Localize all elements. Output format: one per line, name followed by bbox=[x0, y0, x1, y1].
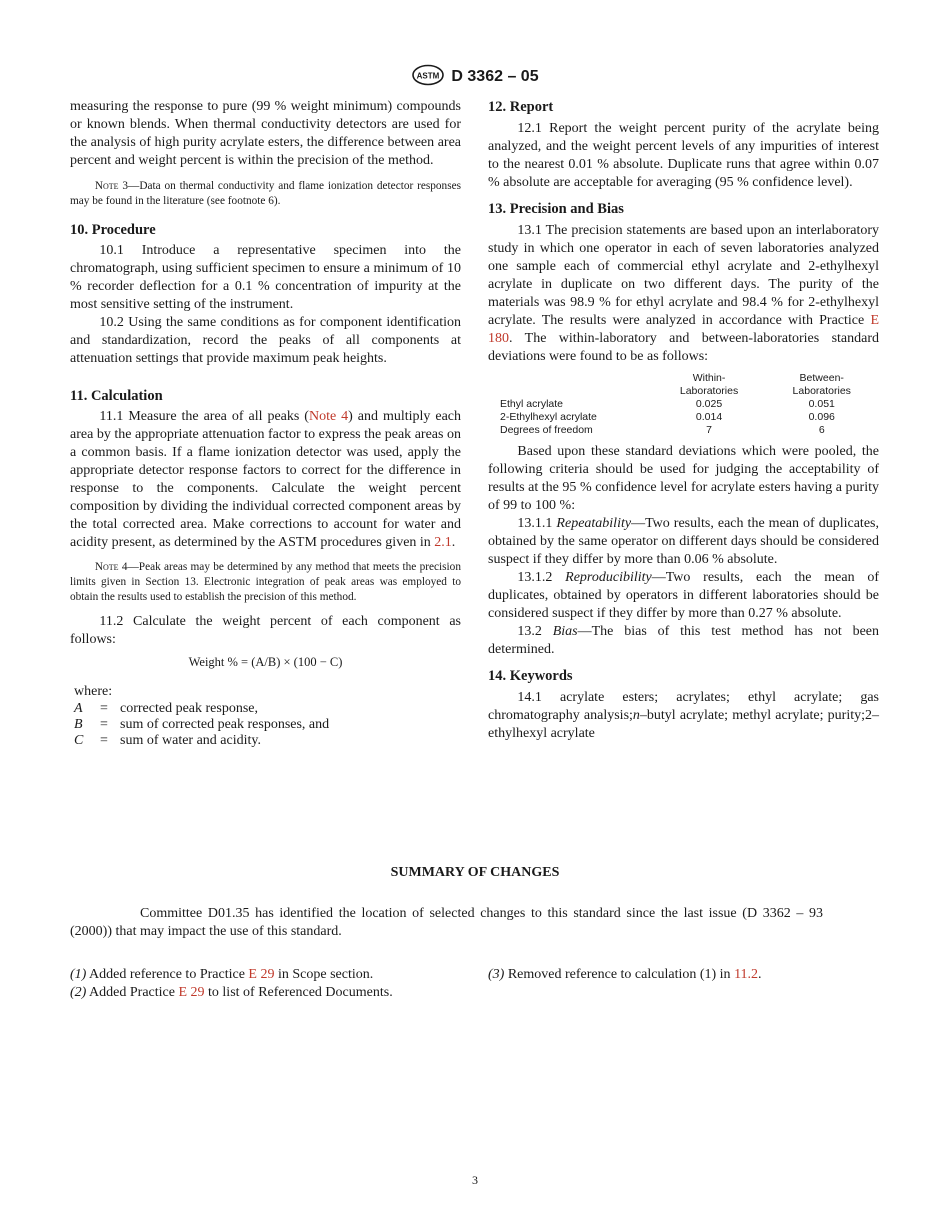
para-14-1: 14.1 acrylate esters; acrylates; ethyl acrylate; gas chromatography analysis;n–butyl acrylate; methyl acrylate; purity;2–ethylhexyl acrylate bbox=[488, 690, 879, 741]
astm-logo-icon bbox=[411, 64, 445, 86]
section-2-1-link[interactable]: 2.1 bbox=[434, 535, 452, 550]
table-header-row: Laboratories Laboratories bbox=[679, 385, 851, 397]
para-13-1-2: 13.1.2 Reproducibility—Two results, each the mean of duplicates, obtained by operators in different laboratories should be considered suspect if they differ by more than 0.27 % absolute. bbox=[488, 570, 879, 621]
weight-formula: Weight % = (A/B) × (100 − C) bbox=[188, 655, 343, 669]
page-number: 3 bbox=[472, 1173, 478, 1187]
std-dev-table bbox=[488, 372, 879, 437]
paragraph-continued: measuring the response to pure (99 % weight minimum) compounds or known blends. When thermal conductivity detectors are used for the analysis of high purity acrylate esters, the difference between area percent and weight percent is within the precision of the method. bbox=[70, 99, 461, 168]
section-10-title: 10. Procedure bbox=[70, 222, 156, 238]
e29-link[interactable]: E 29 bbox=[248, 967, 275, 982]
change-item: (1) Added reference to Practice E 29 in Scope section. bbox=[70, 967, 374, 982]
summary-text: Committee D01.35 has identified the location of selected changes to this standard since the last issue (D 3362 – 93 (2000)) that may impact the use of this standard. bbox=[70, 906, 823, 939]
where-list bbox=[70, 701, 461, 749]
note-4: Note 4—Peak areas may be determined by any method that meets the precision limits given in Section 13. Electronic integration of peak areas was employed to obtain the results used to establish the precision of this method. bbox=[70, 561, 461, 603]
change-item: (3) Removed reference to calculation (1) in 11.2. bbox=[488, 967, 762, 982]
where-row: A = corrected peak response, bbox=[74, 701, 258, 716]
table-header-row: Within- Between- bbox=[692, 372, 844, 384]
para-10-2: 10.2 Using the same conditions as for component identification and standardization, record the peaks of all components at attenuation settings that provide maximum peak heights. bbox=[70, 315, 461, 366]
designation: D 3362 – 05 bbox=[451, 68, 539, 85]
where-label: where: bbox=[74, 684, 113, 699]
table-row: Degrees of freedom 7 6 bbox=[500, 424, 825, 436]
summary-title: SUMMARY OF CHANGES bbox=[390, 865, 560, 880]
table-row: Ethyl acrylate 0.025 0.051 bbox=[500, 398, 835, 410]
e180-link[interactable]: E 180 bbox=[488, 313, 879, 346]
left-column bbox=[70, 98, 461, 749]
para-11-2: 11.2 Calculate the weight percent of each component as follows: bbox=[70, 614, 461, 647]
where-row: C = sum of water and acidity. bbox=[74, 733, 261, 748]
change-list-left bbox=[70, 966, 470, 1002]
change-list-right bbox=[488, 966, 879, 984]
change-item: (2) Added Practice E 29 to list of Referenced Documents. bbox=[70, 985, 393, 1000]
svg-text:ASTM: ASTM bbox=[417, 71, 440, 81]
note-4-link[interactable]: Note 4 bbox=[308, 409, 349, 424]
table-row: 2-Ethylhexyl acrylate 0.014 0.096 bbox=[500, 411, 835, 423]
para-13-1-1: 13.1.1 Repeatability—Two results, each the mean of duplicates, obtained by the same operator on different days should be considered suspect if they differ by more than 0.06 % absolute. bbox=[488, 516, 879, 567]
para-12-1: 12.1 Report the weight percent purity of the acrylate being analyzed, and the weight percent levels of any impurities of interest to the nearest 0.01 % absolute. Duplicate runs that agree within 0.07 % absolute are acceptable for averaging (95 % confidence level). bbox=[488, 121, 879, 190]
para-13-1: 13.1 The precision statements are based upon an interlaboratory study in which one operator in each of seven laboratories analyzed one sample each of commercial ethyl acrylate and 2-ethylhexyl acrylate in duplicate on two different days. The purity of the materials was 98.9 % for ethyl acrylate and 98.4 % for 2-ethylhexyl acrylate. The results were analyzed in accordance with Practice E 180. The within-laboratory and between-laboratories standard deviations were found to be as follows: bbox=[488, 223, 879, 364]
para-11-1: 11.1 Measure the area of all peaks (Note 4) and multiply each area by the appropriate attenuation factor to express the peak areas on a common basis. If a flame ionization detector was used, apply the appropriate detector response factors to correct for the difference in response to the components. Calculate the weight percent composition by dividing the individual corrected component areas by the total corrected area. Make corrections to account for water and acidity present, as determined by the ASTM procedures given in 2.1. bbox=[70, 409, 462, 550]
section-14-title: 14. Keywords bbox=[488, 668, 573, 684]
para-10-1: 10.1 Introduce a representative specimen into the chromatograph, using sufficient specimen to ensure a minimum of 10 % recorder deflection for a 0.1 % concentration of impurity at the most sensitive setting of the instrument. bbox=[70, 243, 461, 312]
page-header bbox=[0, 64, 950, 86]
e29-link[interactable]: E 29 bbox=[178, 985, 205, 1000]
para-13-2: 13.2 Bias—The bias of this test method has not been determined. bbox=[488, 624, 879, 657]
right-column bbox=[488, 98, 879, 743]
para-based-upon: Based upon these standard deviations which were pooled, the following criteria should be used for judging the acceptability of results at the 95 % confidence level for acrylate esters having a purity of 99 to 100 %: bbox=[488, 444, 879, 513]
section-11-title: 11. Calculation bbox=[70, 388, 163, 404]
section-11-2-link[interactable]: 11.2 bbox=[734, 967, 759, 982]
section-13-title: 13. Precision and Bias bbox=[488, 201, 624, 217]
section-12-title: 12. Report bbox=[488, 99, 554, 115]
where-row: B = sum of corrected peak responses, and bbox=[74, 717, 330, 732]
note-3: Note 3—Data on thermal conductivity and flame ionization detector responses may be found in the literature (see footnote 6). bbox=[70, 180, 462, 207]
